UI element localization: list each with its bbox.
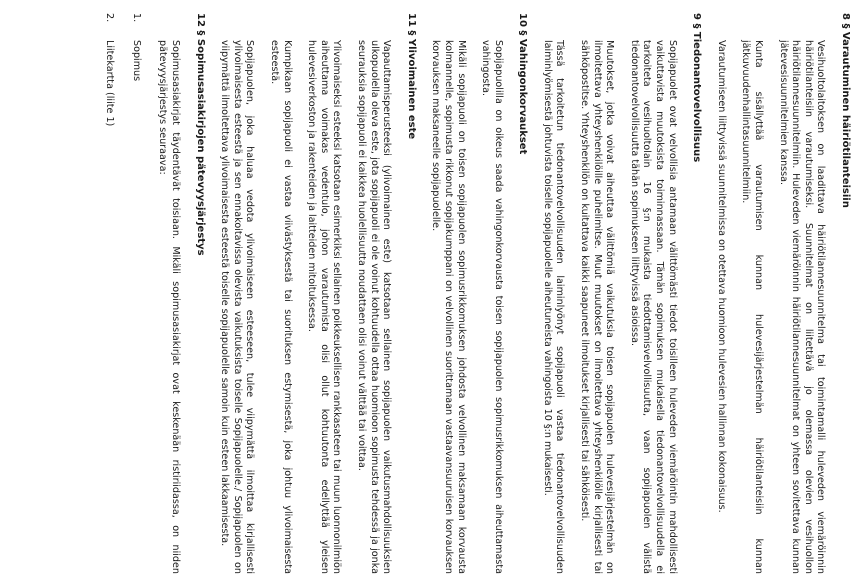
section-11-paragraph-4: Sopijapuolen, joka haluaa vedota ylivoimaiseen esteeseen, tulee viipymättä ilmoittaa kirjallisesti ylivoimaisesta esteestä ja sen ennakoitavissa olevista vaikutuksista toiselle Sopijapuolelle./ Sopijapuolen on viipymättä ilmoitettava ylivoimaisesta esteestä toiselle sopijapuolelle samoin kuin esteen lakkaamisesta. bbox=[219, 40, 256, 574]
section-12-paragraph-1: Sopimusasiakirjat täydentävät toisiaan. Mikäli sopimusasiakirjat ovat keskenään ristiriidassa, on niiden pätevyysjärjestys seuraava: bbox=[157, 40, 182, 574]
list-item bbox=[129, 13, 142, 574]
section-9-paragraph-1: Sopijapuolet ovat velvollisia antamaan välittömästi tiedot toisilleen huleveden viemäröintin mahdollisesti vaikuttavista muutoksista toiminnassaan. Tämän sopimuksen mukaisella tiedonantovelvollisuudella ei tarkoiteta vesihuoltolain 16 §:n mukaista tiedottamisvelvollisuutta, vaan sopijapuolen välistä tiedonantovelvollisuutta tähän sopimukseen liittyvissä asioissa. bbox=[628, 40, 678, 574]
section-8-heading: 8 § Varautuminen häiriötilanteisiin bbox=[840, 13, 851, 208]
section-10-heading: 10 § Vahingonkorvaukset bbox=[517, 13, 529, 155]
list-item-text: Sopimus bbox=[130, 40, 142, 82]
section-8-paragraph-2: Kunta sisällyttää varautumisen kunnan hulevesijärjestelmän häiriötilanteisiin kunnan jätkuvuudenhallintasuunnitelmiin. bbox=[740, 40, 765, 574]
section-8-paragraph-1: Vesihuoltolaitoksen on laadittava häiriötilannesuunnitelma tai toimintamalli huleveden viemäröinnin häiriötilanteisiin varautumiseksi. Suunnitelmat on liitettävä jo olemassa olevien vesihuollon häiriötilannesuunnitelmiin. Huleveden viemäröinnin häiriötilannesuunnitelmat on yhteen sovitettava kunnan jätevesisuunnitelmien kanssa. bbox=[777, 40, 827, 574]
section-9-paragraph-2: Muutokset, jotka voivat aiheuttaa välittömiä vaikutuksia toisen sopijapuolen hulevesijärjestelmän on ilmoitettava yhteyshenkilöille puhelimitse. Muut muutokset on ilmoitettava yhteyshenkilölle kirjallisesti tai sähköpostitse. Yhteyshenkilön on kuitattava kaikki saapuneet ilmoitukset kirjallisesti tai sähköisesti. bbox=[579, 40, 616, 574]
section-11-paragraph-3: Kumpikaan sopijapuoli ei vastaa viivästyksestä tai suorituksen estymisestä, joka johtuu ylivoimaisesta esteestä. bbox=[269, 40, 293, 574]
section-10-paragraph-1: Sopijapuolilla on oikeus saada vahingonkorvausta toisen sopijapuolen sopimusrikkomuksen aiheuttamasta vahingosta. bbox=[480, 40, 504, 574]
section-11-paragraph-1: Vapauttamisperusteeksi (ylivoimainen este) katsotaan sellainen sopijapuolen vaikutusmahdollisuuksien ulkopuolella oleva este, jota sopijapuoli ei ole voinut kohtuudella ottaa huomioon sopimusta tehdessä ja jonka seurauksia sopijapuoli ei kaikkea huolellisuutta noudattaen olisi voinut välttää tai voittaa. bbox=[355, 40, 393, 574]
section-8-paragraph-3: Varautumiseen liittyvissä suunnitelmissa on otettava huomioon hulevesien hallinnan kokonaisuus. bbox=[715, 40, 727, 513]
section-11-paragraph-2: Ylivoimaiseksi esteeksi katsotaan esimerkiksi sellainen poikkeuksellisen rankkasateen tai muun luonnonilmiön aiheuttama voimakas vedentulo, johon varautumista olisi ollut kohtuutonta edellyttää yleisen hulevesiverkoston ja rakenteiden ja laitteiden mitoituksessa. bbox=[306, 40, 343, 574]
section-9-heading: 9 § Tiedonantovelvollisuus bbox=[691, 13, 703, 163]
list-item bbox=[103, 13, 116, 574]
list-item-number: 2. bbox=[104, 13, 116, 23]
section-10-paragraph-2: Mikäli sopijapuoli on toisen sopijapuolen sopimusrikkomuksen johdosta velvollinen maksamaan korvausta kolmannelle, sopimusta rikkonut sopijakumppani on velvollinen suorittamaan vastaavansuuruisen korvauksen korvauksen maksaneelle sopijapuolelle. bbox=[430, 40, 467, 574]
section-9-paragraph-3: Tässä tarkoitetun tiedonantovelvollisuuden laiminlyönyt sopijapuoli vastaa tiedonantovelvollisuuden laiminlyömisestä johtuvista toiselle sopijapuolelle aiheutuneista vahingoista 10 §:n mukaisesti. bbox=[541, 40, 566, 574]
list-item-text: Liitekartta (liite 1) bbox=[104, 40, 116, 127]
list-item-number: 1. bbox=[130, 13, 142, 23]
section-12-heading: 12 § Sopimusasiakirjojen pätevyysjärjestys bbox=[194, 13, 206, 256]
section-11-heading: 11 § Ylivoimainen este bbox=[405, 13, 417, 140]
